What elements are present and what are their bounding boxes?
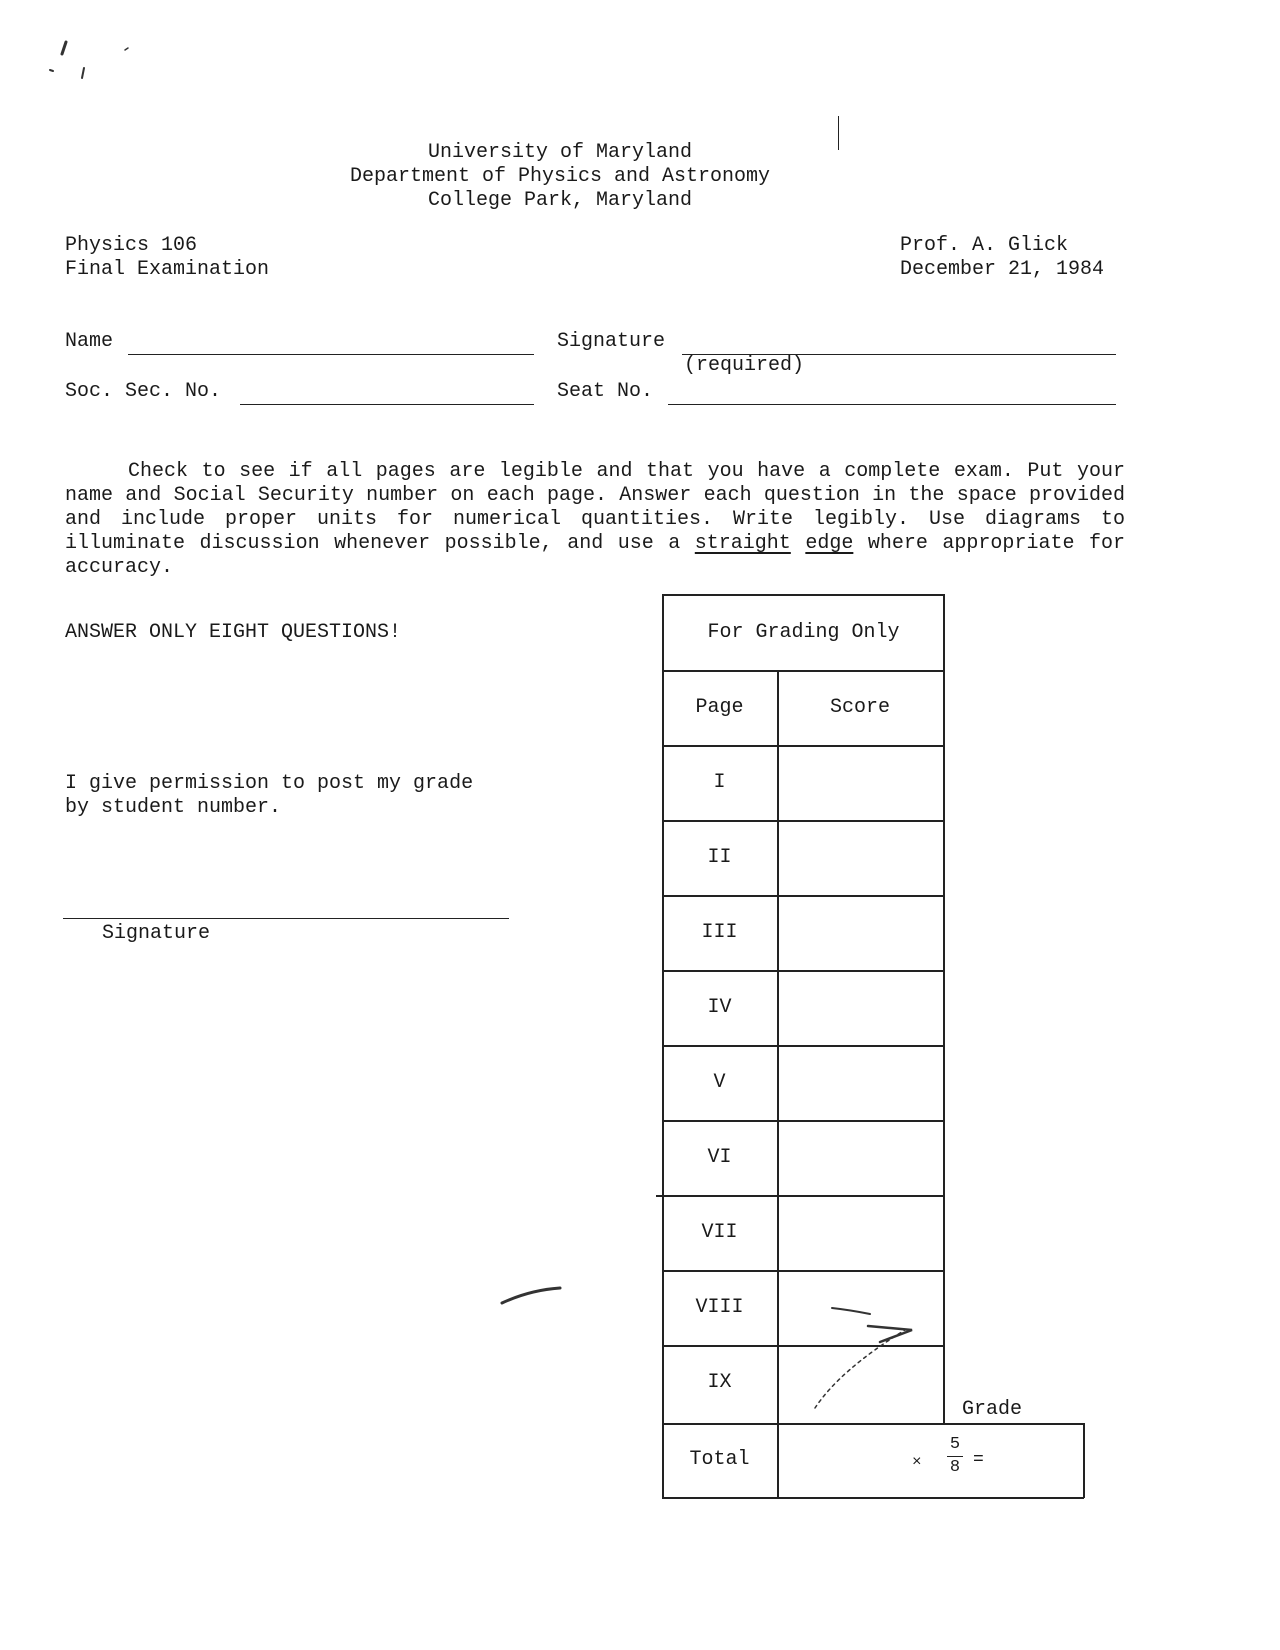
page-number: III xyxy=(701,921,738,944)
exam-date: December 21, 1984 xyxy=(900,258,1105,281)
signature-required-note: (required) xyxy=(684,354,805,377)
page-number: I xyxy=(713,771,726,794)
university-name: University of Maryland xyxy=(427,141,693,164)
column-header-page: Page xyxy=(695,696,744,719)
professor-name: Prof. A. Glick xyxy=(900,234,1069,257)
page-number: VI xyxy=(707,1146,732,1169)
underlined-straight: straight xyxy=(694,532,791,555)
page-number: VII xyxy=(701,1221,738,1244)
signature-label: Signature xyxy=(557,330,666,353)
column-header-score: Score xyxy=(829,696,890,719)
grade-label: Grade xyxy=(962,1398,1023,1421)
seat-label: Seat No. xyxy=(557,380,654,403)
answer-eight-note: ANSWER ONLY EIGHT QUESTIONS! xyxy=(65,621,402,644)
permission-line-2: by student number. xyxy=(65,796,282,819)
grading-title: For Grading Only xyxy=(707,621,900,644)
ssn-label: Soc. Sec. No. xyxy=(65,380,222,403)
instructions-text: Check to see if all pages are legible and that you have a complete exam. Put your name and Social Security number on each page. Answer each question in the space provided and include proper units for numerical quantities. Write legibly. Use diagrams to illuminate discussion whenever possible, and use a xyxy=(65,460,1125,555)
course-name: Physics 106 xyxy=(65,234,198,257)
fraction-denominator: 8 xyxy=(949,1458,961,1477)
fraction-numerator: 5 xyxy=(949,1435,961,1454)
name-label: Name xyxy=(65,330,114,353)
equals-sign: = xyxy=(973,1450,984,1470)
department-name: Department of Physics and Astronomy xyxy=(349,165,771,188)
location: College Park, Maryland xyxy=(427,189,693,212)
instructions-text-end: where appropriate for accuracy. xyxy=(65,532,1125,579)
page-number: IV xyxy=(707,996,732,1019)
page-number: II xyxy=(707,846,732,869)
total-label: Total xyxy=(689,1448,750,1471)
exam-title: Final Examination xyxy=(65,258,270,281)
permission-line-1: I give permission to post my grade xyxy=(65,772,474,795)
underlined-edge: edge xyxy=(805,532,854,555)
permission-signature-label: Signature xyxy=(102,922,211,945)
page-number: VIII xyxy=(695,1296,744,1319)
multiply-symbol: × xyxy=(912,1453,922,1471)
page-number: V xyxy=(713,1071,726,1094)
page-number: IX xyxy=(707,1371,732,1394)
